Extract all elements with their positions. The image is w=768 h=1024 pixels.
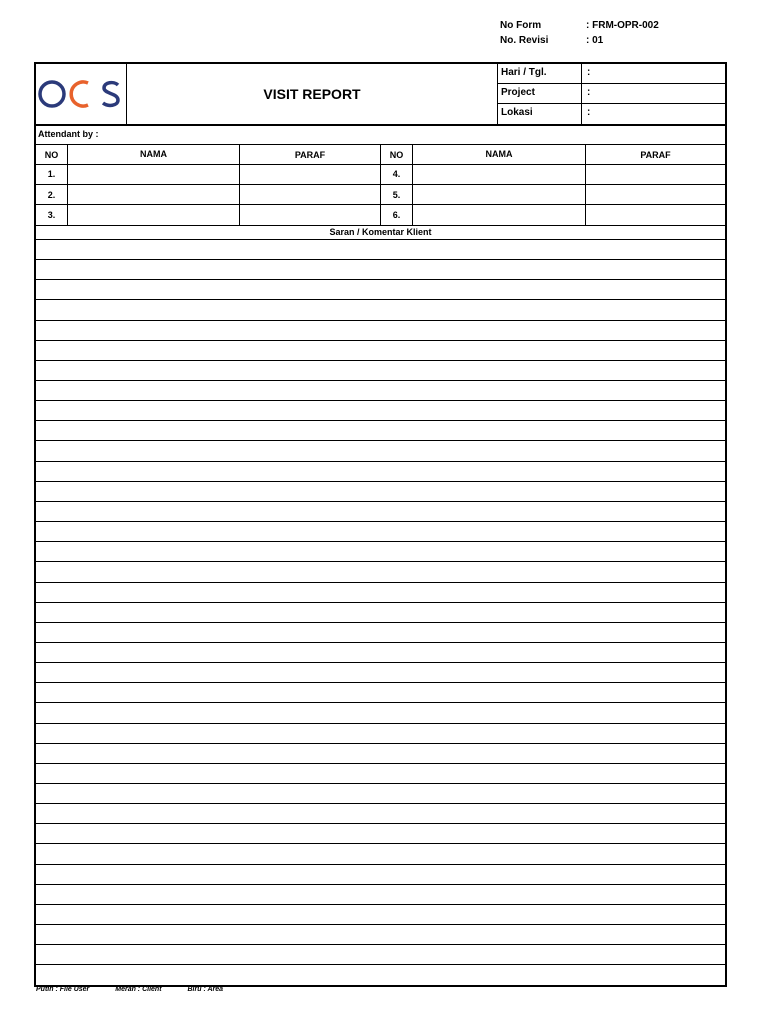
field-label: Project	[498, 84, 582, 104]
comment-line[interactable]	[36, 622, 725, 623]
comment-line[interactable]	[36, 823, 725, 824]
comment-line[interactable]	[36, 642, 725, 643]
row-number: 3.	[47, 210, 56, 220]
comment-line[interactable]	[36, 662, 725, 663]
comment-line[interactable]	[36, 743, 725, 744]
comment-line[interactable]	[36, 884, 725, 885]
comment-line[interactable]	[36, 602, 725, 603]
comment-line[interactable]	[36, 279, 725, 280]
comment-line[interactable]	[36, 501, 725, 502]
form-header	[36, 64, 725, 126]
comment-line[interactable]	[36, 340, 725, 341]
legend-merah: Merah : Client	[115, 986, 162, 993]
ocs-logo-icon	[38, 74, 124, 114]
comment-line[interactable]	[36, 843, 725, 844]
row-number: 6.	[392, 210, 401, 220]
comment-line[interactable]	[36, 380, 725, 381]
visit-report-form	[34, 62, 727, 987]
comment-line[interactable]	[36, 702, 725, 703]
comment-line[interactable]	[36, 783, 725, 784]
comment-line[interactable]	[36, 864, 725, 865]
comment-line[interactable]	[36, 299, 725, 300]
field-lokasi	[498, 104, 725, 124]
legend-biru: Biru : Area	[187, 986, 224, 993]
comment-line[interactable]	[36, 440, 725, 441]
attendant-label: Attendant by :	[38, 129, 99, 139]
header-info	[498, 64, 725, 124]
col-paraf: PARAF	[294, 150, 326, 160]
field-value[interactable]: :	[587, 87, 591, 98]
comment-line[interactable]	[36, 924, 725, 925]
col-no: NO	[44, 150, 59, 160]
comment-line[interactable]	[36, 582, 725, 583]
field-value[interactable]: :	[587, 67, 591, 78]
field-value[interactable]: :	[587, 107, 591, 118]
no-revisi-label: No. Revisi	[500, 35, 549, 46]
comments-title: Saran / Komentar Klient	[329, 227, 432, 237]
ocs-logo	[36, 64, 127, 124]
form-meta	[500, 18, 659, 48]
col-paraf: PARAF	[640, 150, 671, 160]
comment-line[interactable]	[36, 964, 725, 965]
comment-line[interactable]	[36, 763, 725, 764]
row-number: 1.	[47, 169, 56, 179]
col-nama: NAMA	[140, 149, 167, 159]
comment-line[interactable]	[36, 481, 725, 482]
comment-line[interactable]	[36, 682, 725, 683]
no-form-label: No Form	[500, 20, 542, 31]
comment-line[interactable]	[36, 541, 725, 542]
comment-line[interactable]	[36, 360, 725, 361]
comment-line[interactable]	[36, 561, 725, 562]
legend-putih: Putih : File User	[36, 986, 90, 993]
row-number: 5.	[392, 190, 401, 200]
field-label: Hari / Tgl.	[498, 64, 582, 84]
comment-line[interactable]	[36, 420, 725, 421]
comment-line[interactable]	[36, 259, 725, 260]
comment-line[interactable]	[36, 904, 725, 905]
comment-line[interactable]	[36, 723, 725, 724]
comment-line[interactable]	[36, 400, 725, 401]
comment-line[interactable]	[36, 803, 725, 804]
footer-legend	[36, 986, 247, 993]
form-title: VISIT REPORT	[127, 64, 498, 124]
field-hari-tgl	[498, 64, 725, 84]
field-label: Lokasi	[498, 104, 582, 124]
comment-line[interactable]	[36, 320, 725, 321]
row-number: 2.	[47, 190, 56, 200]
no-revisi-value: : 01	[586, 35, 604, 46]
col-no: NO	[389, 150, 404, 160]
comment-line[interactable]	[36, 461, 725, 462]
no-form-value: : FRM-OPR-002	[586, 20, 659, 31]
comment-line[interactable]	[36, 944, 725, 945]
field-project	[498, 84, 725, 104]
comment-line[interactable]	[36, 521, 725, 522]
comment-line[interactable]	[36, 239, 725, 240]
col-nama: NAMA	[485, 149, 513, 159]
row-number: 4.	[392, 169, 401, 179]
